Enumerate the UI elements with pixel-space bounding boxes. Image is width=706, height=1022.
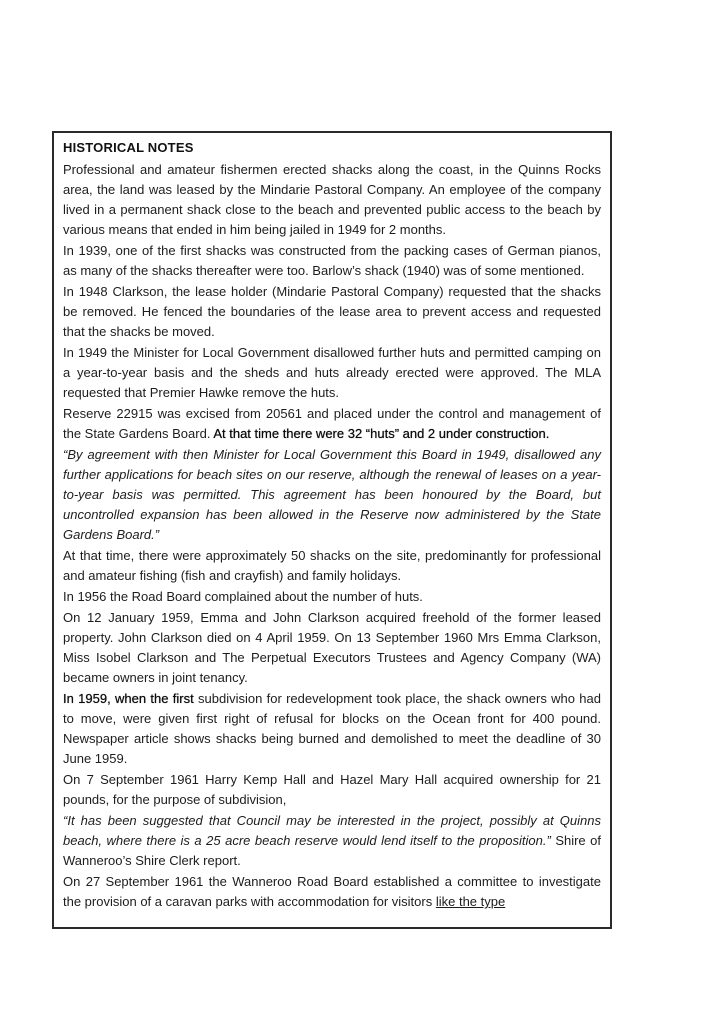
paragraph (63, 241, 601, 281)
paragraph (63, 546, 601, 586)
text-run: Shire of Wanneroo’s Shire Clerk report. (63, 833, 601, 868)
text-run: Professional and amateur fishermen erected shacks along the coast, in the Quinns Rocks area, the land was leased by the Mindarie Pastoral Company. An employee of the company lived in a permanent shack close to the beach and prevented public access to the beach by various means that ended in him being jailed in 1949 for 2 months. (63, 162, 601, 237)
text-run: At that time there were 32 “huts” and 2 under construction. (213, 426, 550, 441)
text-run: “It has been suggested that Council may be interested in the project, possibly at Quinns beach, where there is a 25 acre beach reserve would lend itself to the proposition.” (63, 813, 601, 848)
section-heading: HISTORICAL NOTES (63, 140, 194, 155)
paragraph (63, 404, 601, 444)
paragraph (63, 445, 601, 545)
paragraph (63, 770, 601, 810)
text-run: On 7 September 1961 Harry Kemp Hall and Hazel Mary Hall acquired ownership for 21 pounds, for the purpose of subdivision, (63, 772, 601, 807)
text-run: In 1939, one of the first shacks was constructed from the packing cases of German pianos, as many of the shacks thereafter were too. Barlow’s shack (1940) was of some mentioned. (63, 243, 601, 278)
paragraph (63, 811, 601, 871)
text-run: “By agreement with then Minister for Local Government this Board in 1949, disallowed any further applications for beach sites on our reserve, although the renewal of leases on a year-to-year basis was permitted. This agreement has been honoured by the Board, but uncontrolled expansion has been allowed in the Reserve now administered by the State Gardens Board.” (63, 447, 601, 542)
paragraph (63, 872, 601, 912)
text-run: In 1959, when the first (63, 691, 198, 706)
paragraph (63, 282, 601, 342)
text-run: At that time, there were approximately 50 shacks on the site, predominantly for professional and amateur fishing (fish and crayfish) and family holidays. (63, 548, 601, 583)
paragraph (63, 587, 601, 607)
paragraph (63, 689, 601, 769)
text-run: On 27 September 1961 the Wanneroo Road Board established a committee to investigate the provision of a caravan parks with accommodation for visitors (63, 874, 601, 909)
text-run: subdivision for redevelopment took place, the shack owners who had to move, were given first right of refusal for blocks on the Ocean front for 400 pound. Newspaper article shows shacks being burned and demolished to meet the deadline of 30 June 1959. (63, 691, 601, 766)
text-run: Reserve 22915 was excised from 20561 and placed under the control and management of the State Gardens Board. (63, 406, 601, 441)
text-run: In 1956 the Road Board complained about the number of huts. (63, 589, 423, 604)
historical-notes-box (52, 131, 612, 929)
document-body (63, 160, 601, 912)
paragraph (63, 343, 601, 403)
text-run: like the type (435, 894, 506, 909)
text-run: In 1948 Clarkson, the lease holder (Mindarie Pastoral Company) requested that the shacks be removed. He fenced the boundaries of the lease area to prevent access and requested that the shacks be moved. (63, 284, 601, 339)
text-run: On 12 January 1959, Emma and John Clarkson acquired freehold of the former leased property. John Clarkson died on 4 April 1959. On 13 September 1960 Mrs Emma Clarkson, Miss Isobel Clarkson and The Perpetual Executors Trustees and Agency Company (WA) became owners in joint tenancy. (63, 610, 601, 685)
paragraph (63, 160, 601, 240)
text-run: In 1949 the Minister for Local Government disallowed further huts and permitted camping on a year-to-year basis and the sheds and huts already erected were approved. The MLA requested that Premier Hawke remove the huts. (63, 345, 601, 400)
paragraph (63, 608, 601, 688)
